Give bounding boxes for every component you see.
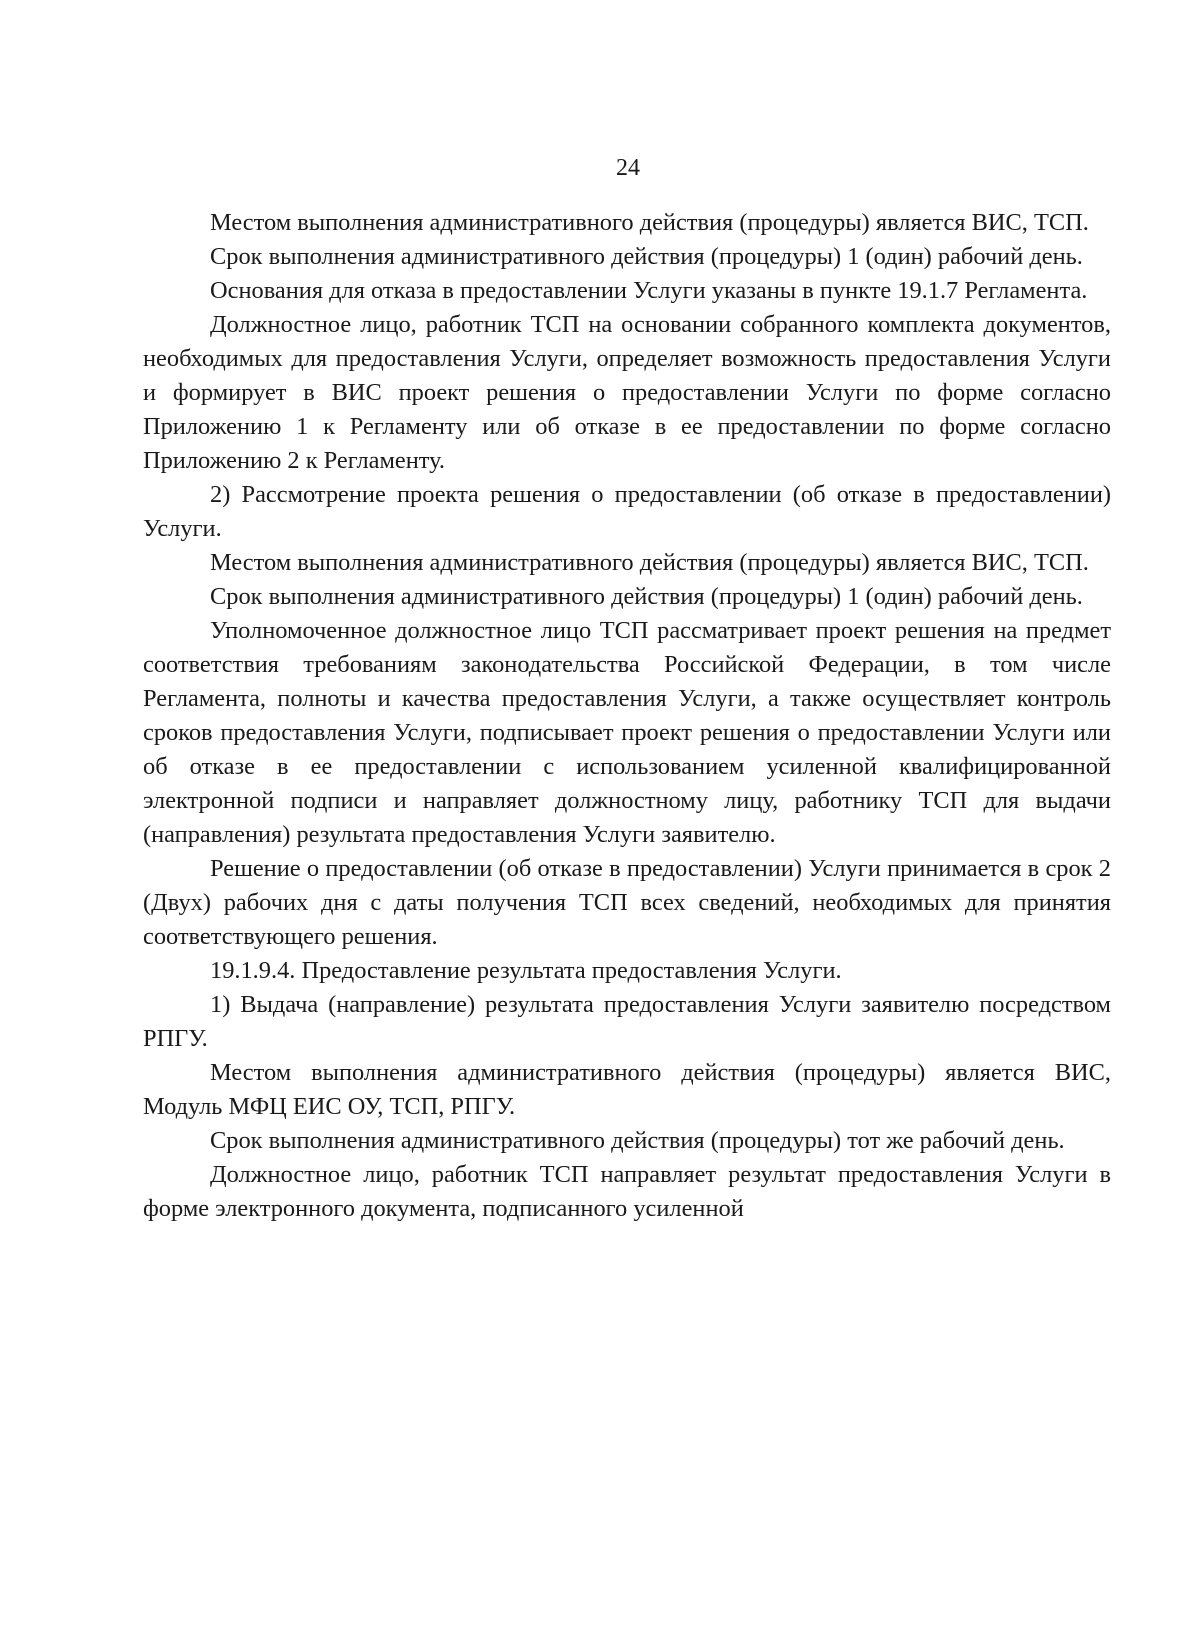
paragraph-6: Местом выполнения административного действия (процедуры) является ВИС, ТСП.	[210, 549, 1089, 576]
document-body	[143, 206, 1111, 1226]
paragraph-9: Решение о предоставлении (об отказе в предоставлении) Услуги принимается в срок 2 (Двух) рабочих дня с даты получения ТСП всех сведений, необходимых для принятия соответствующего решения.	[143, 855, 1111, 950]
paragraph-2: Срок выполнения административного действия (процедуры) 1 (один) рабочий день.	[210, 243, 1083, 270]
paragraph-11: 1) Выдача (направление) результата предоставления Услуги заявителю посредством РПГУ.	[143, 991, 1111, 1052]
paragraph-4: Должностное лицо, работник ТСП на основании собранного комплекта документов, необходимых для предоставления Услуги, определяет возможность предоставления Услуги и формирует в ВИС проект решения о предоставлении Услуги по форме согласно Приложению 1 к Регламенту или об отказе в ее предоставлении по форме согласно Приложению 2 к Регламенту.	[143, 311, 1111, 474]
paragraph-13: Срок выполнения административного действия (процедуры) тот же рабочий день.	[210, 1127, 1065, 1154]
paragraph-1: Местом выполнения административного действия (процедуры) является ВИС, ТСП.	[210, 209, 1089, 236]
paragraph-12: Местом выполнения административного действия (процедуры) является ВИС, Модуль МФЦ ЕИС ОУ, ТСП, РПГУ.	[143, 1059, 1111, 1120]
paragraph-10: 19.1.9.4. Предоставление результата предоставления Услуги.	[210, 957, 842, 984]
paragraph-8: Уполномоченное должностное лицо ТСП рассматривает проект решения на предмет соответствия требованиям законодательства Российской Федерации, в том числе Регламента, полноты и качества предоставления Услуги, а также осуществляет контроль сроков предоставления Услуги, подписывает проект решения о предоставлении Услуги или об отказе в ее предоставлении с использованием усиленной квалифицированной электронной подписи и направляет должностному лицу, работнику ТСП для выдачи (направления) результата предоставления Услуги заявителю.	[143, 617, 1111, 848]
page-number: 24	[616, 155, 640, 181]
paragraph-7: Срок выполнения административного действия (процедуры) 1 (один) рабочий день.	[210, 583, 1083, 610]
paragraph-14: Должностное лицо, работник ТСП направляет результат предоставления Услуги в форме электронного документа, подписанного усиленной	[143, 1161, 1111, 1222]
paragraph-3: Основания для отказа в предоставлении Услуги указаны в пункте 19.1.7 Регламента.	[210, 277, 1088, 304]
paragraph-5: 2) Рассмотрение проекта решения о предоставлении (об отказе в предоставлении) Услуги.	[143, 481, 1111, 542]
